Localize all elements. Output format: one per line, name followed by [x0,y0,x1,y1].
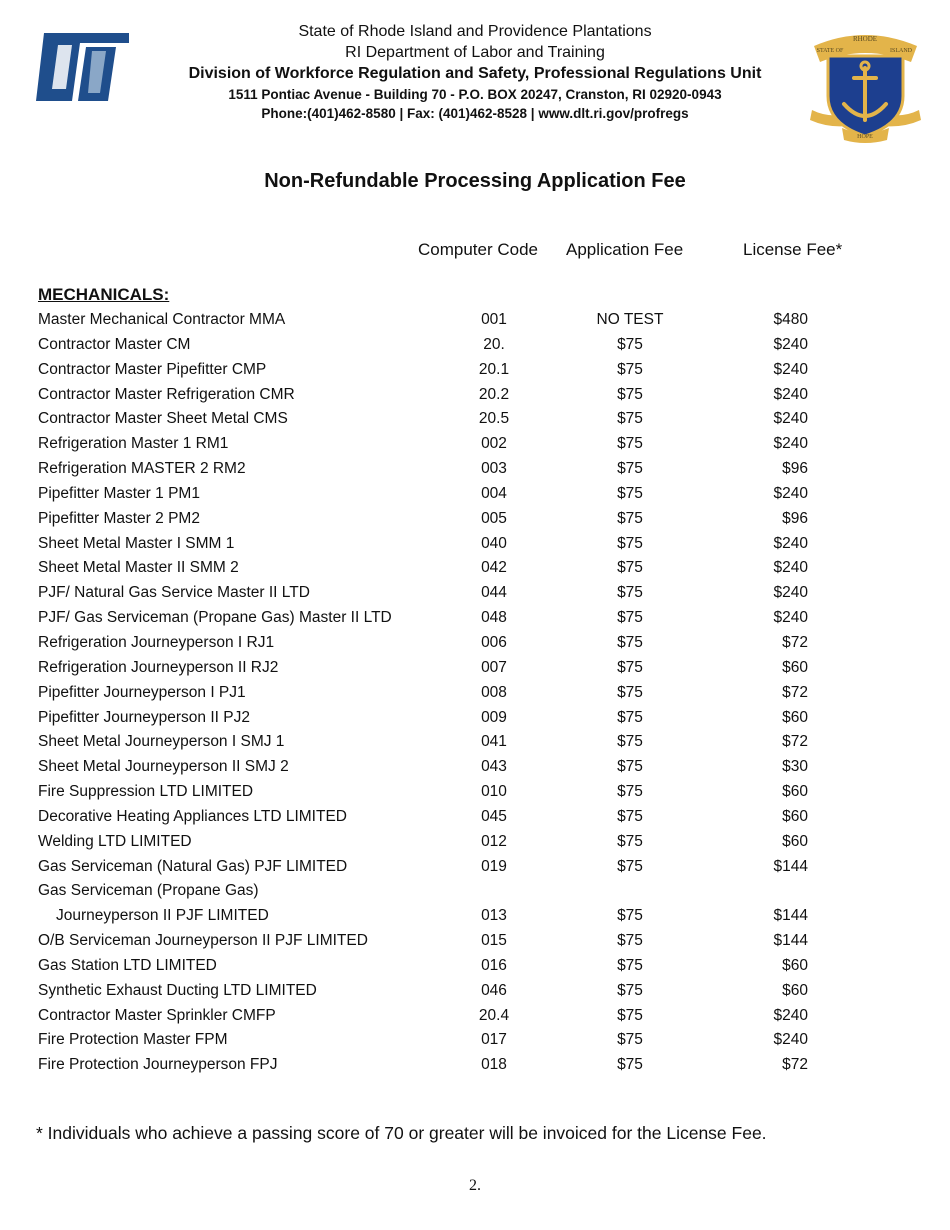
license-name: O/B Serviceman Journeyperson II PJF LIMITED [38,932,368,950]
application-fee: $75 [617,609,643,627]
application-fee: $75 [617,932,643,950]
application-fee: $75 [617,658,643,676]
license-fee: $72 [782,633,808,651]
footnote: * Individuals who achieve a passing score of 70 or greater will be invoiced for the License Fee. [36,1123,767,1143]
header-department: RI Department of Labor and Training [345,44,605,61]
computer-code: 045 [481,807,507,825]
license-fee: $60 [782,807,808,825]
computer-code: 20.1 [478,360,510,378]
license-fee: $60 [782,981,808,999]
computer-code: 20.2 [478,385,510,403]
license-name: Contractor Master CM [38,335,191,353]
computer-code: 018 [481,1056,507,1074]
license-name: Pipefitter Master 2 PM2 [38,509,200,527]
computer-code: 20.5 [478,410,510,428]
license-name: Gas Serviceman (Propane Gas) [38,882,259,900]
header-address: 1511 Pontiac Avenue - Building 70 - P.O. BOX 20247, Cranston, RI 02920-0943 [228,87,722,102]
license-name: Sheet Metal Master I SMM 1 [38,534,235,552]
page-title: Non-Refundable Processing Application Fee [264,170,686,192]
license-fee: $60 [782,658,808,676]
section-heading: MECHANICALS: [38,285,170,304]
table-row [38,1053,908,1078]
license-fee: $240 [773,335,808,353]
license-fee: $30 [782,758,808,776]
table-row [38,1004,908,1029]
license-name: Gas Station LTD LIMITED [38,956,217,974]
computer-code: 016 [481,956,507,974]
license-name: Contractor Master Pipefitter CMP [38,360,267,378]
application-fee: $75 [617,385,643,403]
computer-code: 015 [481,932,507,950]
license-name: Welding LTD LIMITED [38,832,192,850]
license-name: Pipefitter Journeyperson II PJ2 [38,708,250,726]
seal-text-left: STATE OF [816,48,844,54]
license-fee: $60 [782,708,808,726]
license-name: Refrigeration MASTER 2 RM2 [38,460,246,478]
computer-code: 008 [481,683,507,701]
license-fee: $72 [782,683,808,701]
license-fee: $60 [782,832,808,850]
computer-code: 004 [481,484,507,502]
license-name: Refrigeration Journeyperson II RJ2 [38,658,279,676]
application-fee: $75 [617,981,643,999]
license-name: Contractor Master Refrigeration CMR [38,385,295,403]
header-contact: Phone:(401)462-8580 | Fax: (401)462-8528 | www.dlt.ri.gov/profregs [261,106,689,121]
license-name: Fire Suppression LTD LIMITED [38,783,254,801]
table-row [38,656,908,681]
application-fee: $75 [617,509,643,527]
computer-code: 20. [483,335,505,353]
table-row [38,755,908,780]
computer-code: 006 [481,633,507,651]
table-row [38,308,908,333]
table-row [38,482,908,507]
application-fee: $75 [617,633,643,651]
license-fee: $240 [773,609,808,627]
application-fee: NO TEST [596,311,664,328]
license-name: Contractor Master Sheet Metal CMS [38,410,288,428]
license-fee: $144 [773,932,808,950]
computer-code: 009 [481,708,507,726]
license-name: Sheet Metal Journeyperson I SMJ 1 [38,733,285,751]
license-fee: $240 [773,484,808,502]
table-row [38,706,908,731]
license-fee: $144 [773,857,808,875]
table-row [38,979,908,1004]
license-fee: $240 [773,1031,808,1049]
license-name: Fire Protection Journeyperson FPJ [38,1056,278,1074]
table-row [38,383,908,408]
license-name: Decorative Heating Appliances LTD LIMITED [38,807,347,825]
license-fee: $240 [773,1006,808,1024]
license-fee: $240 [773,410,808,428]
license-fee: $480 [773,311,808,328]
fee-table [38,308,908,1078]
table-row [38,507,908,532]
header-division: Division of Workforce Regulation and Safety, Professional Regulations Unit [188,65,762,82]
application-fee: $75 [617,584,643,602]
header-state: State of Rhode Island and Providence Plantations [298,23,652,40]
column-header-code: Computer Code [418,240,539,259]
computer-code: 20.4 [478,1006,510,1024]
computer-code: 003 [481,460,507,478]
table-row [38,830,908,855]
application-fee: $75 [617,956,643,974]
computer-code: 041 [481,733,507,751]
license-fee: $240 [773,360,808,378]
application-fee: $75 [617,1056,643,1074]
seal-text-right: ISLAND [890,48,912,54]
license-fee: $96 [782,460,808,478]
table-row [38,457,908,482]
application-fee: $75 [617,733,643,751]
license-name: Sheet Metal Journeyperson II SMJ 2 [38,758,289,776]
application-fee: $75 [617,708,643,726]
license-name: PJF/ Gas Serviceman (Propane Gas) Master II LTD [38,609,392,627]
computer-code: 043 [481,758,507,776]
table-row [38,556,908,581]
table-row [38,358,908,383]
application-fee: $75 [617,460,643,478]
table-row [38,581,908,606]
application-fee: $75 [617,783,643,801]
table-row [38,805,908,830]
license-name: Refrigeration Journeyperson I RJ1 [38,633,275,651]
application-fee: $75 [617,832,643,850]
application-fee: $75 [617,484,643,502]
computer-code: 019 [481,857,507,875]
column-header-license-fee: License Fee* [743,240,843,259]
computer-code: 012 [481,832,507,850]
table-row [38,1028,908,1053]
table-row [38,730,908,755]
application-fee: $75 [617,907,643,925]
computer-code: 042 [481,559,507,577]
table-row [38,631,908,656]
computer-code: 005 [481,509,507,527]
computer-code: 017 [481,1031,507,1049]
license-fee: $144 [773,907,808,925]
license-fee: $60 [782,783,808,801]
table-row [38,780,908,805]
license-fee: $96 [782,509,808,527]
computer-code: 001 [481,311,507,328]
license-name: Pipefitter Master 1 PM1 [38,484,200,502]
license-name: Synthetic Exhaust Ducting LTD LIMITED [38,981,317,999]
license-name: Gas Serviceman (Natural Gas) PJF LIMITED [38,857,348,875]
computer-code: 002 [481,435,507,453]
application-fee: $75 [617,360,643,378]
computer-code: 007 [481,658,507,676]
table-row [38,407,908,432]
rhode-island-seal [808,28,923,143]
license-name: Pipefitter Journeyperson I PJ1 [38,683,246,701]
license-name: Fire Protection Master FPM [38,1031,228,1049]
application-fee: $75 [617,335,643,353]
seal-text-top: RHODE [852,35,878,43]
license-fee: $240 [773,559,808,577]
application-fee: $75 [617,559,643,577]
license-name: PJF/ Natural Gas Service Master II LTD [38,584,310,602]
table-row [38,681,908,706]
computer-code: 013 [481,907,507,925]
dlt-logo [36,33,129,101]
computer-code: 040 [481,534,507,552]
application-fee: $75 [617,410,643,428]
application-fee: $75 [617,758,643,776]
license-fee: $240 [773,534,808,552]
computer-code: 046 [481,981,507,999]
computer-code: 044 [481,584,507,602]
table-row [38,606,908,631]
application-fee: $75 [617,534,643,552]
table-row [38,532,908,557]
application-fee: $75 [617,683,643,701]
table-row [38,954,908,979]
computer-code: 010 [481,783,507,801]
license-name: Contractor Master Sprinkler CMFP [38,1006,276,1024]
table-row [38,855,908,880]
page-number: 2. [469,1177,481,1194]
table-row [38,333,908,358]
application-fee: $75 [617,435,643,453]
column-header-application-fee: Application Fee [566,240,684,259]
license-fee: $60 [782,956,808,974]
seal-text-bottom: HOPE [857,134,873,140]
application-fee: $75 [617,1006,643,1024]
license-name: Master Mechanical Contractor MMA [38,311,286,328]
license-name: Sheet Metal Master II SMM 2 [38,559,239,577]
table-row [38,929,908,954]
table-row [38,879,908,904]
table-row [38,904,908,929]
application-fee: $75 [617,807,643,825]
table-row [38,432,908,457]
license-name: Journeyperson II PJF LIMITED [56,907,269,925]
license-name: Refrigeration Master 1 RM1 [38,435,229,453]
application-fee: $75 [617,857,643,875]
license-fee: $240 [773,584,808,602]
license-fee: $240 [773,435,808,453]
application-fee: $75 [617,1031,643,1049]
computer-code: 048 [481,609,507,627]
license-fee: $240 [773,385,808,403]
license-fee: $72 [782,1056,808,1074]
license-fee: $72 [782,733,808,751]
